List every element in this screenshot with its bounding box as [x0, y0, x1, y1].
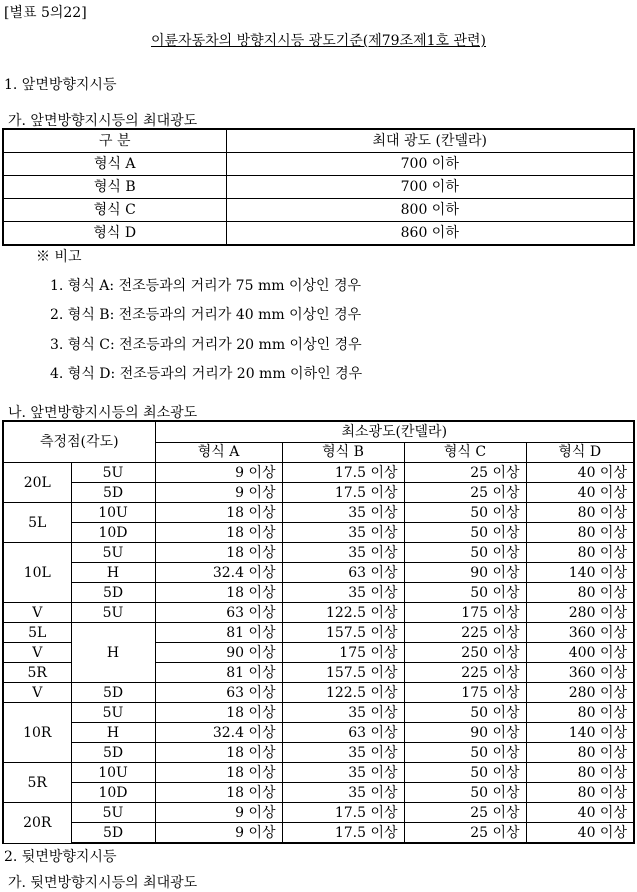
min-value-cell: 50 이상: [404, 503, 526, 523]
table-row: [3, 199, 634, 222]
min-value-cell: 175 이상: [404, 603, 526, 623]
min-value-cell: 35 이상: [282, 703, 404, 723]
min-value-cell: 25 이상: [404, 463, 526, 483]
section-heading-1: 1. 앞면방향지시등: [4, 77, 117, 93]
section-heading-2: 2. 뒷면방향지시등: [4, 849, 117, 865]
vertical-angle-cell: 5U: [71, 603, 155, 623]
horizontal-angle-cell: V: [3, 603, 71, 623]
header-max-intensity: 최대 광도 (칸델라): [226, 129, 634, 153]
min-value-cell: 17.5 이상: [282, 823, 404, 844]
table-row: [3, 783, 634, 803]
min-value-cell: 35 이상: [282, 503, 404, 523]
vertical-angle-cell: 5D: [71, 583, 155, 603]
vertical-angle-cell: 5U: [71, 463, 155, 483]
min-value-cell: 122.5 이상: [282, 683, 404, 703]
table-header-row: [3, 421, 634, 442]
min-value-cell: 280 이상: [526, 603, 634, 623]
min-value-cell: 80 이상: [526, 703, 634, 723]
min-value-cell: 17.5 이상: [282, 463, 404, 483]
table-row: [3, 623, 634, 643]
table-row: [3, 723, 634, 743]
horizontal-angle-cell: 5R: [3, 763, 71, 803]
remarks-heading: ※ 비고: [36, 249, 82, 265]
min-value-cell: 63 이상: [155, 603, 282, 623]
min-value-cell: 18 이상: [155, 703, 282, 723]
table-row: [3, 463, 634, 483]
table-row: [3, 176, 634, 199]
vertical-angle-cell: 5U: [71, 703, 155, 723]
header-type: 형식 A: [155, 442, 282, 463]
table-row: [3, 583, 634, 603]
value-cell: 700 이하: [226, 153, 634, 176]
value-cell: 700 이하: [226, 176, 634, 199]
min-value-cell: 40 이상: [526, 823, 634, 844]
min-value-cell: 50 이상: [404, 583, 526, 603]
min-value-cell: 225 이상: [404, 623, 526, 643]
type-cell: 형식 D: [3, 222, 226, 246]
horizontal-angle-cell: 5L: [3, 503, 71, 543]
min-value-cell: 40 이상: [526, 483, 634, 503]
type-cell: 형식 B: [3, 176, 226, 199]
min-value-cell: 17.5 이상: [282, 803, 404, 823]
header-measure-point: 측정점(각도): [3, 421, 155, 463]
min-value-cell: 80 이상: [526, 543, 634, 563]
horizontal-angle-cell: 20L: [3, 463, 71, 503]
min-value-cell: 225 이상: [404, 663, 526, 683]
vertical-angle-cell: H: [71, 563, 155, 583]
horizontal-angle-cell: 10R: [3, 703, 71, 763]
min-value-cell: 35 이상: [282, 783, 404, 803]
min-value-cell: 250 이상: [404, 643, 526, 663]
min-value-cell: 400 이상: [526, 643, 634, 663]
min-value-cell: 40 이상: [526, 463, 634, 483]
min-value-cell: 360 이상: [526, 663, 634, 683]
min-value-cell: 90 이상: [404, 563, 526, 583]
value-cell: 800 이하: [226, 199, 634, 222]
min-value-cell: 9 이상: [155, 463, 282, 483]
min-value-cell: 50 이상: [404, 543, 526, 563]
min-value-cell: 35 이상: [282, 543, 404, 563]
header-min-intensity: 최소광도(칸델라): [155, 421, 634, 442]
table-header-row: [3, 129, 634, 153]
table-row: [3, 763, 634, 783]
min-value-cell: 63 이상: [155, 683, 282, 703]
min-value-cell: 18 이상: [155, 743, 282, 763]
min-value-cell: 50 이상: [404, 523, 526, 543]
vertical-angle-cell: 5D: [71, 483, 155, 503]
min-value-cell: 18 이상: [155, 543, 282, 563]
table-row: [3, 153, 634, 176]
vertical-angle-cell: 10U: [71, 763, 155, 783]
min-value-cell: 35 이상: [282, 743, 404, 763]
min-value-cell: 80 이상: [526, 583, 634, 603]
min-value-cell: 175 이상: [282, 643, 404, 663]
min-value-cell: 40 이상: [526, 803, 634, 823]
horizontal-angle-cell: 20R: [3, 803, 71, 844]
min-value-cell: 140 이상: [526, 563, 634, 583]
table-row: [3, 823, 634, 844]
min-value-cell: 9 이상: [155, 803, 282, 823]
value-cell: 860 이하: [226, 222, 634, 246]
vertical-angle-cell: 5D: [71, 823, 155, 844]
min-value-cell: 80 이상: [526, 763, 634, 783]
min-value-cell: 18 이상: [155, 583, 282, 603]
min-value-cell: 18 이상: [155, 763, 282, 783]
vertical-angle-cell: 5D: [71, 743, 155, 763]
table-row: [3, 603, 634, 623]
min-value-cell: 25 이상: [404, 483, 526, 503]
vertical-angle-cell: 5U: [71, 803, 155, 823]
vertical-angle-cell: H: [71, 623, 155, 683]
table-row: [3, 703, 634, 723]
min-value-cell: 63 이상: [282, 563, 404, 583]
subsection-heading-rear-max: 가. 뒷면방향지시등의 최대광도: [8, 875, 198, 891]
min-value-cell: 35 이상: [282, 763, 404, 783]
vertical-angle-cell: H: [71, 723, 155, 743]
min-value-cell: 360 이상: [526, 623, 634, 643]
table-row: [3, 803, 634, 823]
remark-item: 2. 형식 B: 전조등과의 거리가 40 mm 이상인 경우: [50, 307, 362, 323]
min-value-cell: 17.5 이상: [282, 483, 404, 503]
vertical-angle-cell: 5D: [71, 683, 155, 703]
min-value-cell: 80 이상: [526, 503, 634, 523]
horizontal-angle-cell: 5L: [3, 623, 71, 643]
min-value-cell: 50 이상: [404, 743, 526, 763]
table-row: [3, 543, 634, 563]
min-value-cell: 9 이상: [155, 483, 282, 503]
min-value-cell: 18 이상: [155, 783, 282, 803]
min-value-cell: 35 이상: [282, 523, 404, 543]
vertical-angle-cell: 5U: [71, 543, 155, 563]
min-value-cell: 63 이상: [282, 723, 404, 743]
min-value-cell: 81 이상: [155, 663, 282, 683]
min-value-cell: 25 이상: [404, 823, 526, 844]
subsection-heading-min: 나. 앞면방향지시등의 최소광도: [8, 405, 198, 421]
table-row: [3, 683, 634, 703]
min-value-cell: 18 이상: [155, 503, 282, 523]
min-value-cell: 50 이상: [404, 783, 526, 803]
table-row: [3, 503, 634, 523]
remark-item: 4. 형식 D: 전조등과의 거리가 20 mm 이하인 경우: [50, 366, 363, 382]
min-value-cell: 50 이상: [404, 763, 526, 783]
min-value-cell: 175 이상: [404, 683, 526, 703]
vertical-angle-cell: 10D: [71, 523, 155, 543]
type-cell: 형식 C: [3, 199, 226, 222]
subsection-heading-max: 가. 앞면방향지시등의 최대광도: [8, 113, 198, 129]
header-category: 구 분: [3, 129, 226, 153]
horizontal-angle-cell: V: [3, 683, 71, 703]
min-value-cell: 81 이상: [155, 623, 282, 643]
table-row: [3, 222, 634, 246]
min-intensity-table: [2, 420, 635, 844]
min-value-cell: 122.5 이상: [282, 603, 404, 623]
table-row: [3, 743, 634, 763]
min-value-cell: 9 이상: [155, 823, 282, 844]
min-value-cell: 90 이상: [404, 723, 526, 743]
min-value-cell: 280 이상: [526, 683, 634, 703]
type-cell: 형식 A: [3, 153, 226, 176]
table-row: [3, 483, 634, 503]
min-value-cell: 35 이상: [282, 583, 404, 603]
horizontal-angle-cell: 5R: [3, 663, 71, 683]
min-value-cell: 140 이상: [526, 723, 634, 743]
table-row: [3, 523, 634, 543]
remark-item: 3. 형식 C: 전조등과의 거리가 20 mm 이상인 경우: [50, 337, 362, 353]
min-value-cell: 32.4 이상: [155, 563, 282, 583]
min-value-cell: 18 이상: [155, 523, 282, 543]
table-row: [3, 563, 634, 583]
min-value-cell: 80 이상: [526, 783, 634, 803]
header-type: 형식 D: [526, 442, 634, 463]
header-type: 형식 B: [282, 442, 404, 463]
min-value-cell: 32.4 이상: [155, 723, 282, 743]
horizontal-angle-cell: V: [3, 643, 71, 663]
min-value-cell: 157.5 이상: [282, 663, 404, 683]
vertical-angle-cell: 10D: [71, 783, 155, 803]
min-value-cell: 25 이상: [404, 803, 526, 823]
vertical-angle-cell: 10U: [71, 503, 155, 523]
min-value-cell: 80 이상: [526, 743, 634, 763]
annex-reference: [별표 5의22]: [4, 5, 87, 21]
max-intensity-table: [2, 128, 635, 246]
min-value-cell: 80 이상: [526, 523, 634, 543]
remark-item: 1. 형식 A: 전조등과의 거리가 75 mm 이상인 경우: [50, 278, 362, 294]
horizontal-angle-cell: 10L: [3, 543, 71, 603]
page-title: 이륜자동차의 방향지시등 광도기준(제79조제1호 관련): [151, 33, 486, 49]
min-value-cell: 50 이상: [404, 703, 526, 723]
header-type: 형식 C: [404, 442, 526, 463]
min-value-cell: 90 이상: [155, 643, 282, 663]
min-value-cell: 157.5 이상: [282, 623, 404, 643]
